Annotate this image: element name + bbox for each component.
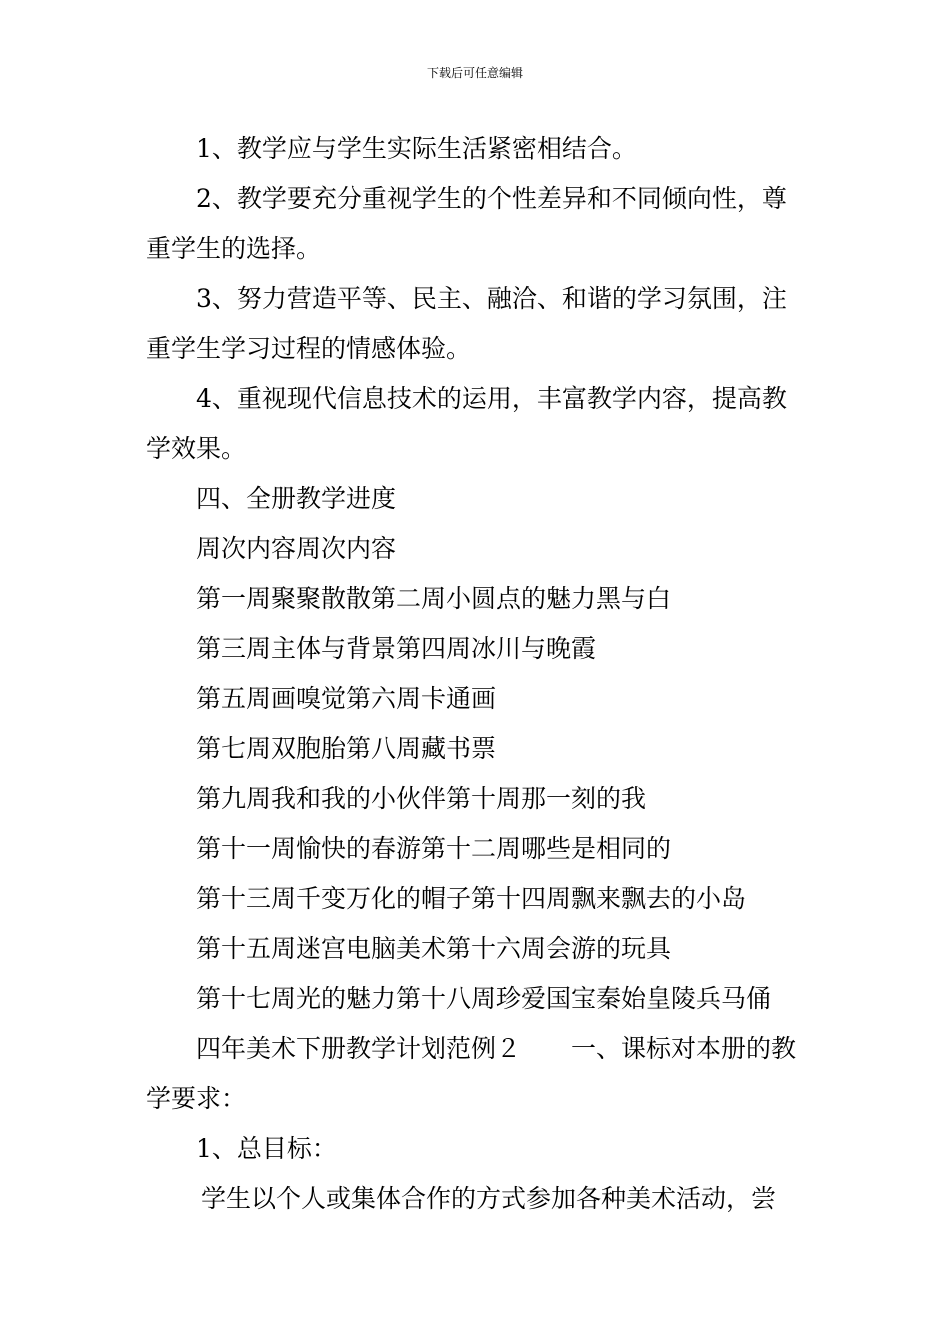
schedule-row: 第十一周愉快的春游第十二周哪些是相同的: [196, 834, 672, 863]
schedule-row: 第九周我和我的小伙伴第十周那一刻的我: [196, 784, 647, 813]
schedule-row: 第三周主体与背景第四周冰川与晚霞: [196, 634, 597, 663]
paragraph-line: 4、重视现代信息技术的运用，丰富教学内容，提高教: [196, 384, 787, 413]
page-header: 下载后可任意编辑: [426, 66, 523, 80]
paragraph-line: 3、努力营造平等、民主、融洽、和谐的学习氛围，注: [196, 284, 787, 313]
paragraph-line: 学效果。: [146, 434, 247, 463]
paragraph-line: 学要求：: [146, 1084, 247, 1113]
schedule-row: 第十五周迷宫电脑美术第十六周会游的玩具: [196, 934, 672, 963]
schedule-row: 第七周双胞胎第八周藏书票: [196, 734, 497, 763]
paragraph-line: 2、教学要充分重视学生的个性差异和不同倾向性，尊: [196, 184, 787, 213]
schedule-row: 第五周画嗅觉第六周卡通画: [196, 684, 497, 713]
section-title-line: 四年美术下册教学计划范例２ 一、课标对本册的教: [196, 1034, 797, 1063]
section-heading: 四、全册教学进度: [196, 484, 397, 513]
document-body: [146, 124, 806, 1224]
paragraph-line: 重学生的选择。: [146, 234, 322, 263]
schedule-row: 第十三周千变万化的帽子第十四周飘来飘去的小岛: [196, 884, 747, 913]
schedule-header: 周次内容周次内容: [196, 534, 397, 563]
schedule-row: 第一周聚聚散散第二周小圆点的魅力黑与白: [196, 584, 672, 613]
paragraph-line: 重学生学习过程的情感体验。: [146, 334, 472, 363]
paragraph-line: 1、教学应与学生实际生活紧密相结合。: [196, 134, 637, 163]
subheading: 1、总目标：: [196, 1134, 337, 1163]
schedule-row: 第十七周光的魅力第十八周珍爱国宝秦始皇陵兵马俑: [196, 984, 772, 1013]
paragraph-line: 学生以个人或集体合作的方式参加各种美术活动，尝: [201, 1184, 777, 1213]
